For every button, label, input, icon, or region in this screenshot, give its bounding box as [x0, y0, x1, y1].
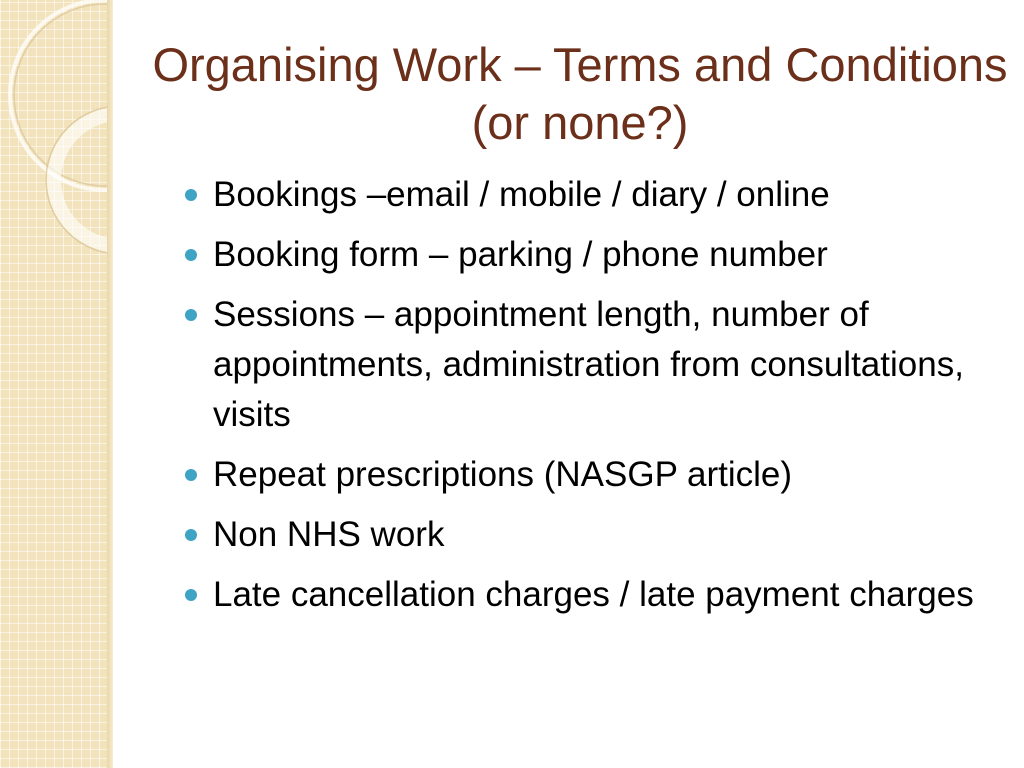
bullet-marker-icon [185, 249, 197, 261]
decorative-side-strip [0, 0, 113, 768]
bullet-item [185, 570, 1005, 620]
bullet-marker-icon [185, 309, 197, 321]
bullet-item [185, 510, 1005, 560]
bullet-item [185, 170, 1005, 220]
bullet-text: Booking form – parking / phone number [213, 235, 828, 274]
bullet-text: Late cancellation charges / late payment charges [213, 575, 974, 614]
slide-title: Organising Work – Terms and Conditions (or none?) [152, 38, 1008, 149]
decorative-circles-graphic [0, 0, 113, 300]
bullet-text: Repeat prescriptions (NASGP article) [213, 455, 793, 494]
bullet-text: Sessions – appointment length, number of appointments, administration from consultations, visits [213, 295, 964, 434]
bullet-list [185, 170, 1005, 630]
bullet-text: Non NHS work [213, 515, 445, 554]
bullet-item [185, 450, 1005, 500]
bullet-marker-icon [185, 189, 197, 201]
bullet-marker-icon [185, 469, 197, 481]
bullet-text: Bookings –email / mobile / diary / online [213, 175, 830, 214]
bullet-marker-icon [185, 529, 197, 541]
bullet-item [185, 290, 1005, 440]
side-strip-edge [107, 0, 113, 768]
bullet-marker-icon [185, 589, 197, 601]
bullet-item [185, 230, 1005, 280]
